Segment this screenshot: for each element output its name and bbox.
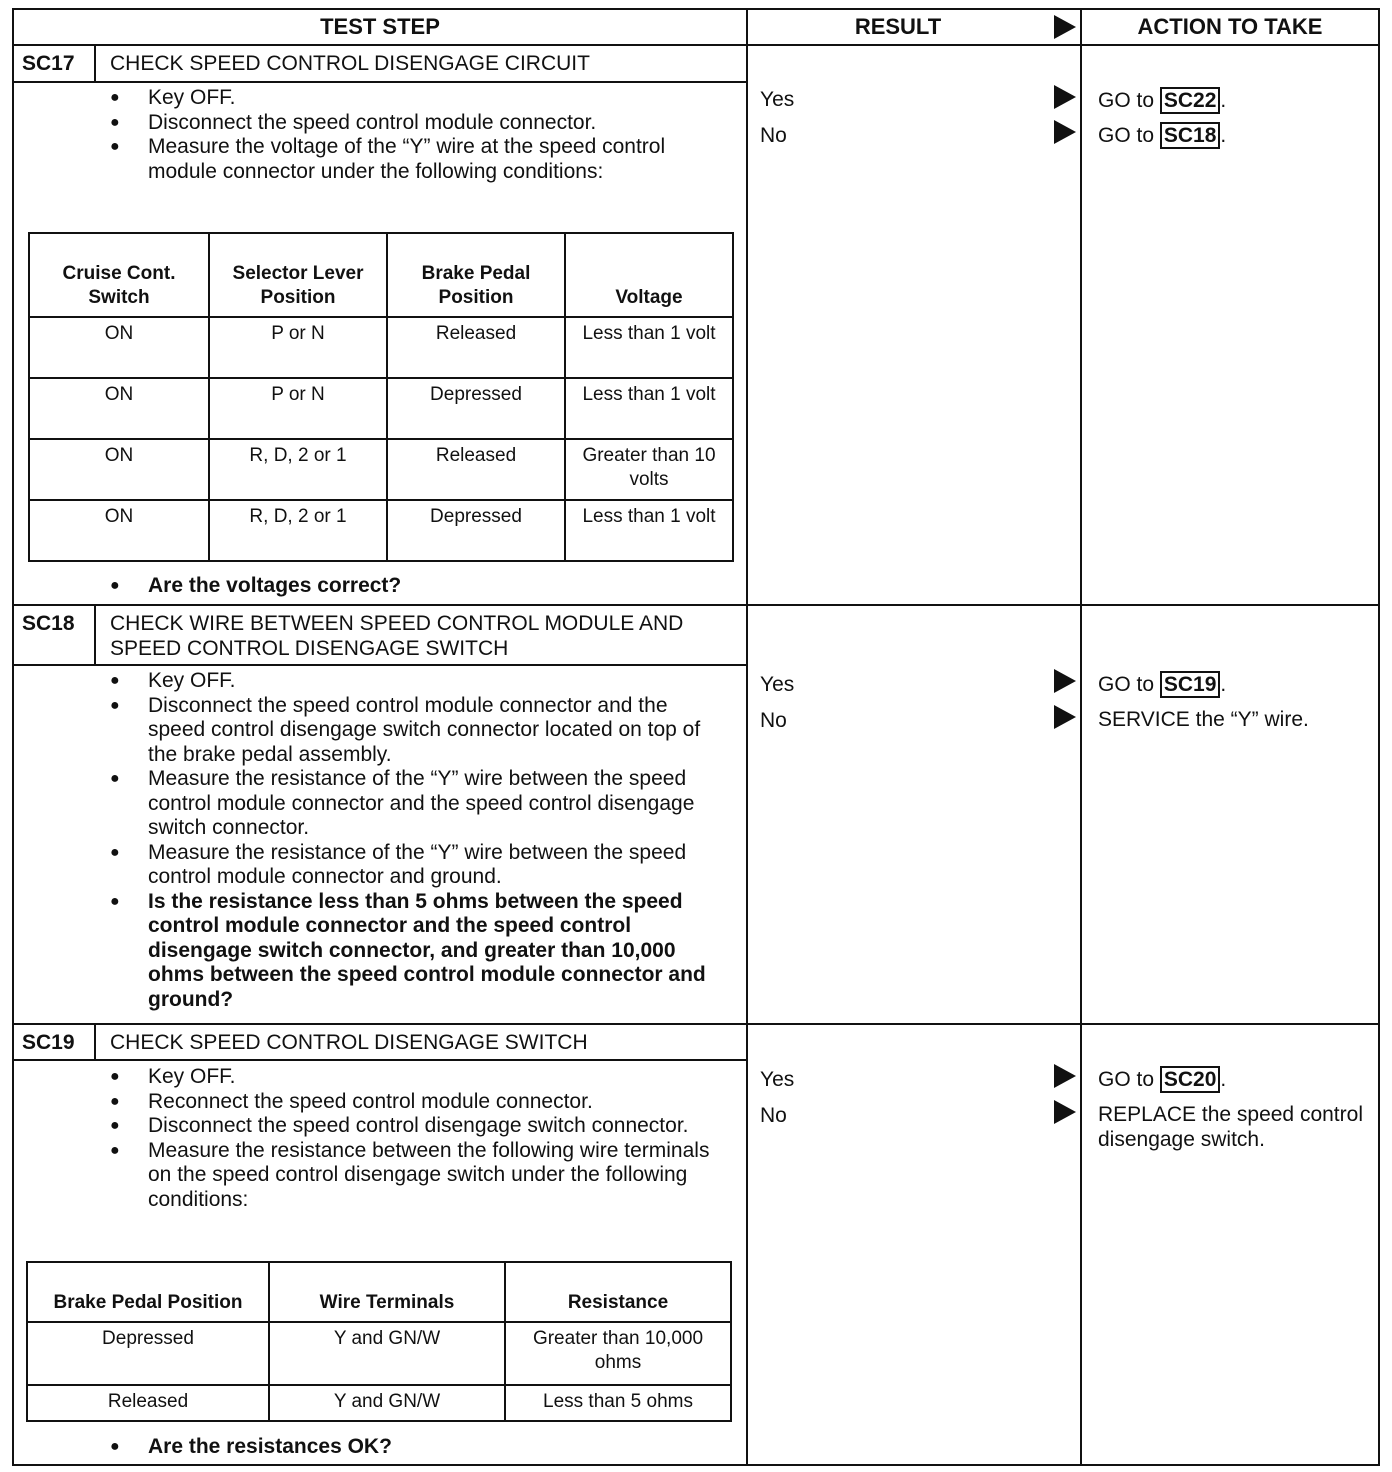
table-cell: Greater than 10 volts xyxy=(565,439,733,500)
table-row xyxy=(29,378,733,439)
table-cell: Less than 5 ohms xyxy=(505,1385,731,1421)
action-suffix: . xyxy=(1220,1068,1227,1091)
question-item: ● Are the resistances OK? xyxy=(110,1435,720,1460)
table-header: Voltage xyxy=(565,233,733,317)
table-cell: Y and GN/W xyxy=(269,1385,505,1421)
table-cell: Depressed xyxy=(387,378,565,439)
table-cell: R, D, 2 or 1 xyxy=(209,439,387,500)
sc18-title: CHECK WIRE BETWEEN SPEED CONTROL MODULE AND SPEED CONTROL DISENGAGE SWITCH xyxy=(110,612,684,660)
sc18-result-yes: Yes xyxy=(760,673,795,696)
table-header: Cruise Cont. Switch xyxy=(29,233,209,317)
action-suffix: . xyxy=(1220,673,1227,696)
sc19-result-no: No xyxy=(760,1104,787,1127)
header-arrow-icon xyxy=(1054,15,1076,39)
sc18-action-no: SERVICE the “Y” wire. xyxy=(1098,708,1309,731)
sc17-header xyxy=(14,46,746,83)
sc17-id: SC17 xyxy=(14,46,96,81)
table-cell: ON xyxy=(29,317,209,378)
action-prefix: GO to xyxy=(1098,673,1160,696)
sc17-result-no: No xyxy=(760,124,787,147)
result-arrow-icon xyxy=(1054,705,1076,729)
diagnostic-table xyxy=(12,8,1380,1466)
step-ref-sc22[interactable]: SC22 xyxy=(1160,87,1221,114)
step-ref-sc18[interactable]: SC18 xyxy=(1160,122,1221,149)
sc18-action-yes xyxy=(1098,672,1226,697)
table-header: Resistance xyxy=(505,1262,731,1322)
header-result: RESULT xyxy=(854,14,942,39)
sc19-action-yes xyxy=(1098,1067,1226,1092)
step-item: ● Disconnect the speed control module connector and the speed control disengage switch connector located on top of the brake pedal assembly. xyxy=(110,694,720,768)
table-cell: P or N xyxy=(209,378,387,439)
sc19-conditions-table xyxy=(26,1261,732,1422)
action-prefix: GO to xyxy=(1098,124,1160,147)
sc18-header xyxy=(14,606,746,666)
table-cell: Less than 1 volt xyxy=(565,378,733,439)
step-item: ● Reconnect the speed control module connector. xyxy=(110,1090,720,1115)
section-sc18 xyxy=(14,606,746,1023)
sc17-action-yes xyxy=(1098,88,1226,113)
step-item: ● Key OFF. xyxy=(110,1065,720,1090)
table-cell: Less than 1 volt xyxy=(565,317,733,378)
table-header: Brake Pedal Position xyxy=(387,233,565,317)
table-cell: Y and GN/W xyxy=(269,1322,505,1385)
table-cell: P or N xyxy=(209,317,387,378)
sc19-question xyxy=(110,1435,720,1460)
table-cell: R, D, 2 or 1 xyxy=(209,500,387,561)
result-arrow-icon xyxy=(1054,1100,1076,1124)
result-arrow-icon xyxy=(1054,85,1076,109)
table-header: Selector Lever Position xyxy=(209,233,387,317)
result-arrow-icon xyxy=(1054,120,1076,144)
sc19-id: SC19 xyxy=(14,1025,96,1059)
table-cell: Released xyxy=(27,1385,269,1421)
table-cell: Greater than 10,000 ohms xyxy=(505,1322,731,1385)
sc18-result-no: No xyxy=(760,709,787,732)
step-ref-sc20[interactable]: SC20 xyxy=(1160,1066,1221,1093)
sc17-action-no xyxy=(1098,123,1226,148)
sc19-steps xyxy=(110,1065,720,1212)
result-arrow-icon xyxy=(1054,669,1076,693)
table-cell: Depressed xyxy=(387,500,565,561)
sc18-id: SC18 xyxy=(14,606,96,664)
step-item: ● Disconnect the speed control module connector. xyxy=(110,111,720,136)
action-prefix: GO to xyxy=(1098,89,1160,112)
sc17-result-yes: Yes xyxy=(760,88,795,111)
section-sc19 xyxy=(14,1025,746,1464)
table-row xyxy=(27,1385,731,1421)
column-divider-result xyxy=(746,10,748,1464)
table-row xyxy=(29,500,733,561)
step-item: ● Key OFF. xyxy=(110,86,720,111)
table-cell: Released xyxy=(387,317,565,378)
step-item: ● Measure the resistance between the following wire terminals on the speed control disengage switch under the following conditions: xyxy=(110,1139,720,1213)
sc19-result-yes: Yes xyxy=(760,1068,795,1091)
action-suffix: . xyxy=(1220,89,1227,112)
step-item: ● Measure the resistance of the “Y” wire between the speed control module connector and ground. xyxy=(110,841,720,890)
step-ref-sc19[interactable]: SC19 xyxy=(1160,671,1221,698)
table-row xyxy=(29,439,733,500)
sc17-conditions-table xyxy=(28,232,734,562)
action-prefix: GO to xyxy=(1098,1068,1160,1091)
step-item: ● Key OFF. xyxy=(110,669,720,694)
table-header: Brake Pedal Position xyxy=(27,1262,269,1322)
sc19-action-no: REPLACE the speed control disengage switch. xyxy=(1098,1103,1363,1151)
header-test-step: TEST STEP xyxy=(320,14,440,39)
table-cell: ON xyxy=(29,378,209,439)
table-row xyxy=(29,317,733,378)
table-header: Wire Terminals xyxy=(269,1262,505,1322)
sc17-question xyxy=(110,574,720,599)
sc17-title: CHECK SPEED CONTROL DISENGAGE CIRCUIT xyxy=(110,52,590,75)
column-divider-action xyxy=(1080,10,1082,1464)
sc17-steps xyxy=(110,86,720,184)
step-item: ● Disconnect the speed control disengage switch connector. xyxy=(110,1114,720,1139)
question-item: ● Are the voltages correct? xyxy=(110,574,720,599)
step-item: ● Measure the voltage of the “Y” wire at the speed control module connector under the following conditions: xyxy=(110,135,720,184)
sc19-title: CHECK SPEED CONTROL DISENGAGE SWITCH xyxy=(110,1031,588,1054)
sc18-steps xyxy=(110,669,720,1012)
header-action: ACTION TO TAKE xyxy=(1137,14,1323,39)
action-suffix: . xyxy=(1220,124,1227,147)
sc19-header xyxy=(14,1025,746,1061)
section-sc17 xyxy=(14,46,746,604)
step-item: ● Measure the resistance of the “Y” wire between the speed control module connector and the speed control disengage switch connector. xyxy=(110,767,720,841)
table-cell: Less than 1 volt xyxy=(565,500,733,561)
table-cell: Released xyxy=(387,439,565,500)
table-cell: Depressed xyxy=(27,1322,269,1385)
table-row xyxy=(27,1322,731,1385)
table-cell: ON xyxy=(29,500,209,561)
question-item: ● Is the resistance less than 5 ohms between the speed control module connector and the speed control disengage switch connector, and greater than 10,000 ohms between the speed control module connector and ground? xyxy=(110,890,720,1013)
diagnostic-page xyxy=(12,8,1378,1464)
result-arrow-icon xyxy=(1054,1064,1076,1088)
table-cell: ON xyxy=(29,439,209,500)
